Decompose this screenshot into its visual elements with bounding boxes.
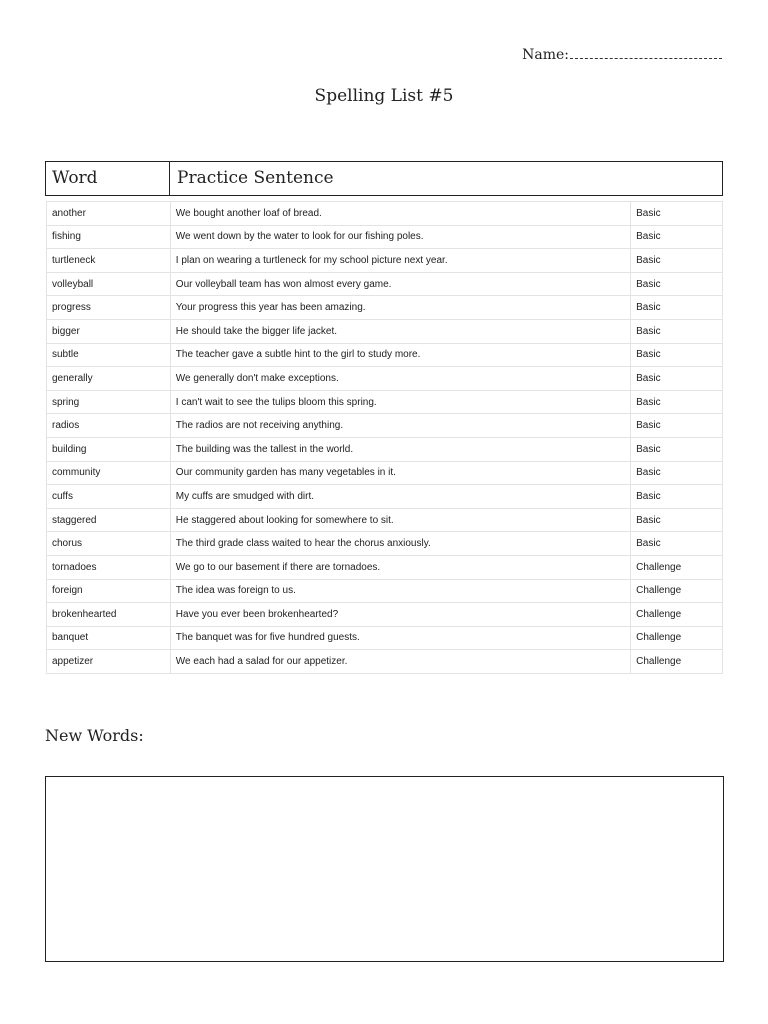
table-row — [47, 626, 723, 650]
level-cell: Challenge — [631, 650, 723, 674]
word-cell: radios — [47, 414, 171, 438]
word-cell: tornadoes — [47, 555, 171, 579]
level-cell: Challenge — [631, 579, 723, 603]
level-cell: Challenge — [631, 555, 723, 579]
level-cell: Basic — [631, 437, 723, 461]
table-row — [47, 272, 723, 296]
word-cell: brokenhearted — [47, 603, 171, 627]
sentence-cell: The idea was foreign to us. — [170, 579, 630, 603]
sentence-cell: The building was the tallest in the world. — [170, 437, 630, 461]
word-cell: spring — [47, 390, 171, 414]
level-cell: Basic — [631, 390, 723, 414]
table-row — [47, 296, 723, 320]
table-row — [47, 579, 723, 603]
table-row — [47, 225, 723, 249]
word-cell: generally — [47, 367, 171, 391]
sentence-cell: My cuffs are smudged with dirt. — [170, 485, 630, 509]
table-row — [47, 461, 723, 485]
table-row — [47, 603, 723, 627]
sentence-cell: He staggered about looking for somewhere to sit. — [170, 508, 630, 532]
level-cell: Basic — [631, 461, 723, 485]
sentence-cell: Our volleyball team has won almost every game. — [170, 272, 630, 296]
word-cell: appetizer — [47, 650, 171, 674]
table-row — [47, 555, 723, 579]
level-cell: Basic — [631, 343, 723, 367]
sentence-cell: The teacher gave a subtle hint to the girl to study more. — [170, 343, 630, 367]
spelling-word-table — [46, 201, 723, 674]
sentence-cell: We generally don't make exceptions. — [170, 367, 630, 391]
table-row — [47, 367, 723, 391]
level-cell: Basic — [631, 296, 723, 320]
word-cell: progress — [47, 296, 171, 320]
table-row — [47, 343, 723, 367]
word-cell: building — [47, 437, 171, 461]
sentence-cell: The banquet was for five hundred guests. — [170, 626, 630, 650]
word-cell: another — [47, 202, 171, 226]
word-cell: subtle — [47, 343, 171, 367]
sentence-cell: The third grade class waited to hear the chorus anxiously. — [170, 532, 630, 556]
word-cell: staggered — [47, 508, 171, 532]
sentence-cell: I plan on wearing a turtleneck for my school picture next year. — [170, 249, 630, 273]
table-row — [47, 390, 723, 414]
sentence-cell: Our community garden has many vegetables in it. — [170, 461, 630, 485]
page-title: Spelling List #5 — [314, 86, 454, 106]
table-header — [45, 161, 723, 196]
level-cell: Basic — [631, 367, 723, 391]
word-cell: fishing — [47, 225, 171, 249]
table-row — [47, 485, 723, 509]
sentence-cell: We went down by the water to look for our fishing poles. — [170, 225, 630, 249]
sentence-cell: The radios are not receiving anything. — [170, 414, 630, 438]
table-row — [47, 249, 723, 273]
sentence-cell: I can't wait to see the tulips bloom this spring. — [170, 390, 630, 414]
sentence-cell: We each had a salad for our appetizer. — [170, 650, 630, 674]
level-cell: Basic — [631, 414, 723, 438]
level-cell: Basic — [631, 272, 723, 296]
table-row — [47, 414, 723, 438]
word-cell: volleyball — [47, 272, 171, 296]
new-words-label: New Words: — [45, 726, 144, 745]
table-row — [47, 202, 723, 226]
name-label: Name: — [522, 47, 569, 63]
new-words-box[interactable] — [45, 776, 724, 962]
table-row — [47, 532, 723, 556]
name-field[interactable] — [522, 46, 722, 63]
word-cell: cuffs — [47, 485, 171, 509]
level-cell: Basic — [631, 202, 723, 226]
level-cell: Basic — [631, 532, 723, 556]
level-cell: Basic — [631, 485, 723, 509]
word-cell: community — [47, 461, 171, 485]
table-row — [47, 650, 723, 674]
sentence-cell: Have you ever been brokenhearted? — [170, 603, 630, 627]
sentence-cell: He should take the bigger life jacket. — [170, 319, 630, 343]
word-cell: foreign — [47, 579, 171, 603]
sentence-cell: Your progress this year has been amazing. — [170, 296, 630, 320]
word-cell: turtleneck — [47, 249, 171, 273]
level-cell: Basic — [631, 319, 723, 343]
table-row — [47, 437, 723, 461]
name-blank-line[interactable] — [570, 46, 722, 59]
sentence-cell: We bought another loaf of bread. — [170, 202, 630, 226]
word-cell: chorus — [47, 532, 171, 556]
sentence-cell: We go to our basement if there are tornadoes. — [170, 555, 630, 579]
column-header-sentence: Practice Sentence — [177, 168, 334, 188]
level-cell: Challenge — [631, 603, 723, 627]
level-cell: Challenge — [631, 626, 723, 650]
column-header-word: Word — [46, 162, 170, 195]
table-row — [47, 508, 723, 532]
level-cell: Basic — [631, 508, 723, 532]
level-cell: Basic — [631, 225, 723, 249]
table-row — [47, 319, 723, 343]
word-cell: bigger — [47, 319, 171, 343]
word-cell: banquet — [47, 626, 171, 650]
level-cell: Basic — [631, 249, 723, 273]
